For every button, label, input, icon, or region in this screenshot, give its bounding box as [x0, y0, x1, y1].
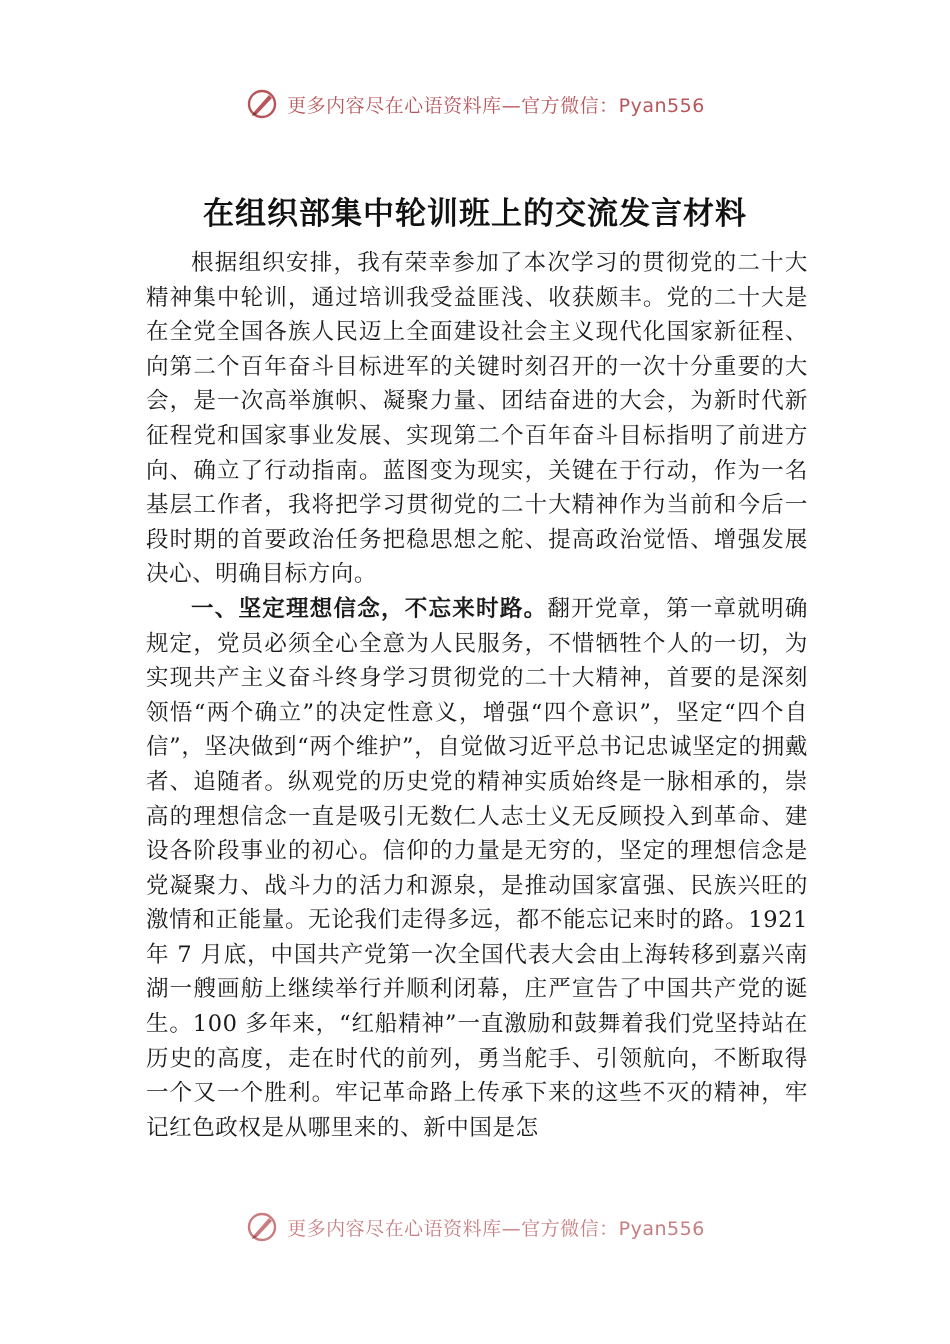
section-1-paragraph: [146, 592, 808, 1146]
document-title: 在组织部集中轮训班上的交流发言材料: [203, 196, 747, 232]
header-watermark: [0, 84, 950, 124]
pen-logo-icon: [245, 87, 279, 121]
section-1-heading: 一、坚定理想信念，不忘来时路。: [191, 595, 548, 622]
intro-paragraph: 根据组织安排，我有荣幸参加了本次学习的贯彻党的二十大精神集中轮训，通过培训我受益匪浅、收获颇丰。党的二十大是在全党全国各族人民迈上全面建设社会主义现代化国家新征程、向第二个百年奋斗目标进军的关键时刻召开的一次十分重要的大会，是一次高举旗帜、凝聚力量、团结奋进的大会，为新时代新征程党和国家事业发展、实现第二个百年奋斗目标指明了前进方向、确立了行动指南。蓝图变为现实，关键在于行动，作为一名基层工作者，我将把学习贯彻党的二十大精神作为当前和今后一段时期的首要政治任务把稳思想之舵、提高政治觉悟、增强发展决心、明确目标方向。: [146, 250, 808, 588]
document-body: [146, 246, 808, 1212]
pen-logo-icon: [245, 1210, 279, 1244]
header-watermark-text: 更多内容尽在心语资料库—官方微信：Pyan556: [287, 94, 705, 117]
footer-watermark-text: 更多内容尽在心语资料库—官方微信：Pyan556: [287, 1217, 705, 1240]
footer-watermark: [0, 1210, 950, 1244]
section-1-text: 翻开党章，第一章就明确规定，党员必须全心全意为人民服务，不惜牺牲个人的一切，为实现共产主义奋斗终身学习贯彻党的二十大精神，首要的是深刻领悟“两个确立”的决定性意义，增强“四个意识”，坚定“四个自信”，坚决做到“两个维护”，自觉做习近平总书记忠诚坚定的拥戴者、追随者。纵观党的历史党的精神实质始终是一脉相承的，崇高的理想信念一直是吸引无数仁人志士义无反顾投入到革命、建设各阶段事业的初心。信仰的力量是无穷的，坚定的理想信念是党凝聚力、战斗力的活力和源泉，是推动国家富强、民族兴旺的激情和正能量。无论我们走得多远，都不能忘记来时的路。1921 年 7 月底，中国共产党第一次全国代表大会由上海转移到嘉兴南湖一艘画舫上继续举行并顺利闭幕，庄严宣告了中国共产党的诞生。100 多年来，“红船精神”一直激励和鼓舞着我们党坚持站在历史的高度，走在时代的前列，勇当舵手、引领航向，不断取得一个又一个胜利。牢记革命路上传承下来的这些不灭的精神，牢记红色政权是从哪里来的、新中国是怎: [146, 595, 808, 1141]
